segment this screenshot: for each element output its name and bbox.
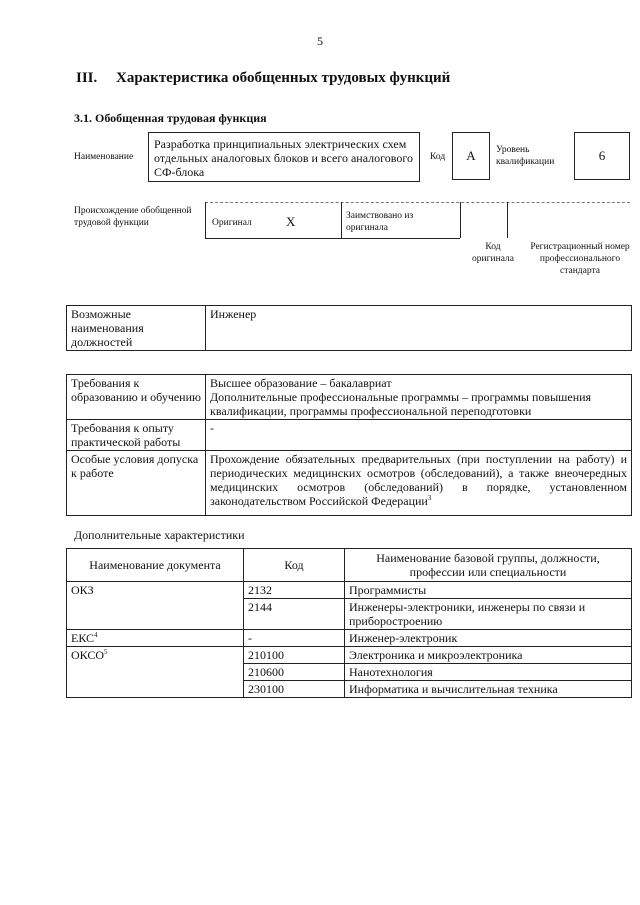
origin-borrowed-label: Заимствовано из оригинала xyxy=(346,211,414,233)
code-cell: 210100 xyxy=(244,647,345,664)
section-number: III. xyxy=(76,70,98,86)
footnote-ref: 5 xyxy=(104,648,108,656)
name-cell: Программисты xyxy=(345,582,632,599)
code-cell: 210600 xyxy=(244,664,345,681)
name-cell: Инженер-электроник xyxy=(345,630,632,647)
table-row xyxy=(67,375,632,420)
name-cell: Информатика и вычислительная техника xyxy=(345,681,632,698)
positions-value: Инженер xyxy=(206,306,632,351)
section-title-text: Характеристика обобщенных трудовых функций xyxy=(116,70,451,86)
doc-eks-text: ЕКС xyxy=(71,631,95,645)
footnote-ref: 4 xyxy=(94,631,98,639)
origin-original-label: Оригинал xyxy=(212,218,252,228)
origin-code-caption: Код оригинала xyxy=(472,242,514,264)
code-cell: 230100 xyxy=(244,681,345,698)
name-cell: Инженеры-электроники, инженеры по связи и приборостроению xyxy=(345,599,632,630)
code-cell: - xyxy=(244,630,345,647)
special-value xyxy=(206,451,632,516)
special-text: Прохождение обязательных предварительных (при поступлении на работу) и периодических медицинских осмотров (обследований), а также внеочередных медицинских осмотров (обследований) в порядке, установленном законодательством Российской Федерации xyxy=(210,452,627,508)
doc-okso xyxy=(67,647,244,698)
col-header-code: Код xyxy=(244,549,345,582)
requirements-table xyxy=(66,374,632,516)
table-row xyxy=(67,420,632,451)
name-cell: Электроника и микроэлектроника xyxy=(345,647,632,664)
section-title xyxy=(76,70,450,87)
experience-label: Требования к опыту практической работы xyxy=(67,420,206,451)
doc-eks xyxy=(67,630,244,647)
origin-original-mark: X xyxy=(286,214,296,229)
table-row xyxy=(67,306,632,351)
additional-heading: Дополнительные характеристики xyxy=(74,528,245,542)
code-cell: 2144 xyxy=(244,599,345,630)
function-name-box: Разработка принципиальных электрических схем отдельных аналоговых блоков и всего аналогового СФ-блока xyxy=(148,132,420,182)
origin-reg-caption: Регистрационный номер профессионального стандарта xyxy=(530,242,630,276)
name-cell: Нанотехнология xyxy=(345,664,632,681)
positions-label: Возможные наименования должностей xyxy=(67,306,206,351)
col-header-name: Наименование базовой группы, должности, профессии или специальности xyxy=(345,549,632,582)
special-label: Особые условия допуска к работе xyxy=(67,451,206,516)
positions-table xyxy=(66,305,632,351)
table-row xyxy=(67,451,632,516)
page-number: 5 xyxy=(317,34,323,48)
education-label: Требования к образованию и обучению xyxy=(67,375,206,420)
education-line-1: Высшее образование – бакалавриат xyxy=(210,376,392,390)
function-code-box: А xyxy=(452,132,490,180)
function-code-label: Код xyxy=(430,152,446,162)
qualification-level-label: Уровень квалификации xyxy=(496,145,555,167)
education-value xyxy=(206,375,632,420)
code-cell: 2132 xyxy=(244,582,345,599)
col-header-document: Наименование документа xyxy=(67,549,244,582)
table-row xyxy=(67,582,632,599)
doc-okz: ОКЗ xyxy=(67,582,244,630)
doc-okso-text: ОКСО xyxy=(71,648,105,662)
additional-table xyxy=(66,548,632,698)
table-row xyxy=(67,630,632,647)
table-header-row xyxy=(67,549,632,582)
footnote-ref: 3 xyxy=(427,494,432,502)
education-line-2: Дополнительные профессиональные программы – программы повышения квалификации, программы профессиональной переподготовки xyxy=(210,390,592,418)
qualification-level-box: 6 xyxy=(574,132,630,180)
origin-label: Происхождение обобщенной трудовой функции xyxy=(74,206,192,228)
table-row xyxy=(67,647,632,664)
experience-value: - xyxy=(206,420,632,451)
subsection-title: 3.1. Обобщенная трудовая функция xyxy=(74,111,267,125)
function-name-label: Наименование xyxy=(74,152,134,162)
